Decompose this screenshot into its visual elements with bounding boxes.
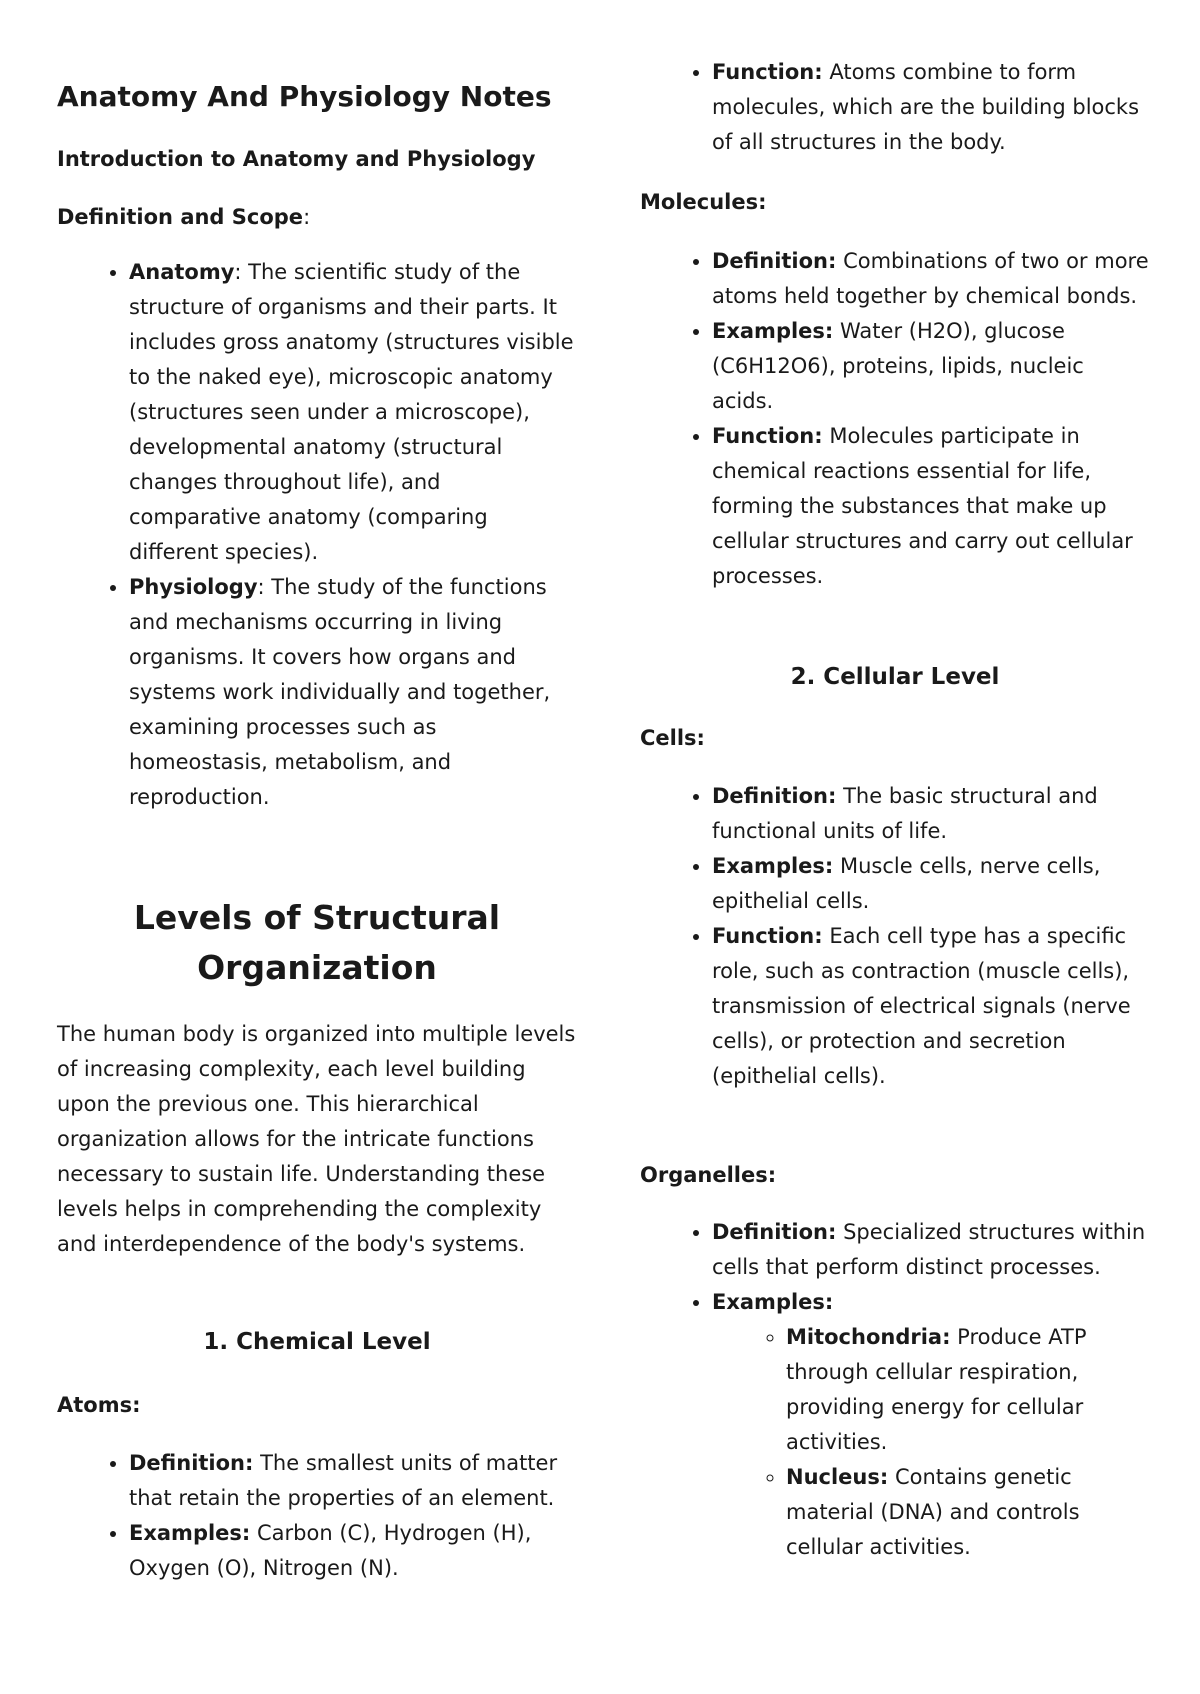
- list-item: • Examples: Muscle cells, nerve cells, epithelial cells.: [712, 849, 1150, 919]
- list-item: ◦ Nucleus: Contains genetic material (DNA) and controls cellular activities.: [786, 1460, 1150, 1565]
- list-item: • Definition: Specialized structures within cells that perform distinct processes.: [712, 1215, 1150, 1285]
- cells-list: [640, 779, 1150, 1094]
- levels-paragraph: The human body is organized into multiple levels of increasing complexity, each level building upon the previous one. This hierarchical organization allows for the intricate functions necessary to sustain life. Understanding these levels helps in comprehending the complexity and interdependence of the body's systems.: [57, 1022, 576, 1256]
- list-item: • Examples: ◦ Mitochondria: Produce ATP through cellular respiration, providing energy for cellular activities. ◦ Nucleus: Contains genetic material (DNA) and controls cellular activities.: [712, 1285, 1150, 1565]
- levels-heading: Levels of Structural Organization: [133, 898, 501, 987]
- list-item: • Function: Molecules participate in chemical reactions essential for life, forming the substances that make up cellular structures and carry out cellular processes.: [712, 419, 1150, 594]
- list-item: • Definition: The basic structural and functional units of life.: [712, 779, 1150, 849]
- organelles-list: [640, 1215, 1150, 1565]
- list-item: • Definition: The smallest units of matter that retain the properties of an element.: [129, 1446, 577, 1516]
- list-item: • Examples: Carbon (C), Hydrogen (H), Oxygen (O), Nitrogen (N).: [129, 1516, 577, 1586]
- molecules-list: [640, 244, 1150, 594]
- atoms-list: [57, 1446, 577, 1586]
- organelles-label: Organelles:: [640, 1163, 777, 1187]
- definition-scope-label: Definition and Scope:: [57, 205, 311, 229]
- list-item: • Anatomy: The scientific study of the structure of organisms and their parts. It includes gross anatomy (structures visible to the naked eye), microscopic anatomy (structures seen under a microscope), developmental anatomy (structural changes throughout life), and comparative anatomy (comparing different species).: [129, 255, 577, 570]
- list-item: • Physiology: The study of the functions and mechanisms occurring in living organisms. It covers how organs and systems work individually and together, examining processes such as homeostasis, metabolism, and reproduction.: [129, 570, 577, 815]
- list-item: • Definition: Combinations of two or more atoms held together by chemical bonds.: [712, 244, 1150, 314]
- list-item: ◦ Mitochondria: Produce ATP through cellular respiration, providing energy for cellular activities.: [786, 1320, 1150, 1460]
- intro-heading: Introduction to Anatomy and Physiology: [57, 147, 536, 171]
- cells-label: Cells:: [640, 726, 705, 750]
- list-item: • Examples: Water (H2O), glucose (C6H12O6), proteins, lipids, nucleic acids.: [712, 314, 1150, 419]
- list-item: • Function: Each cell type has a specific role, such as contraction (muscle cells), transmission of electrical signals (nerve cells), or protection and secretion (epithelial cells).: [712, 919, 1150, 1094]
- molecules-label: Molecules:: [640, 190, 767, 214]
- chemical-level-heading: 1. Chemical Level: [203, 1329, 431, 1355]
- atoms-list-continued: [640, 55, 1150, 160]
- cellular-level-heading: 2. Cellular Level: [790, 664, 1000, 690]
- atoms-label: Atoms:: [57, 1393, 141, 1417]
- organelles-sublist: [712, 1320, 1150, 1565]
- definitions-list: [57, 255, 577, 815]
- list-item: • Function: Atoms combine to form molecules, which are the building blocks of all structures in the body.: [712, 55, 1150, 160]
- document-title: Anatomy And Physiology Notes: [57, 80, 552, 113]
